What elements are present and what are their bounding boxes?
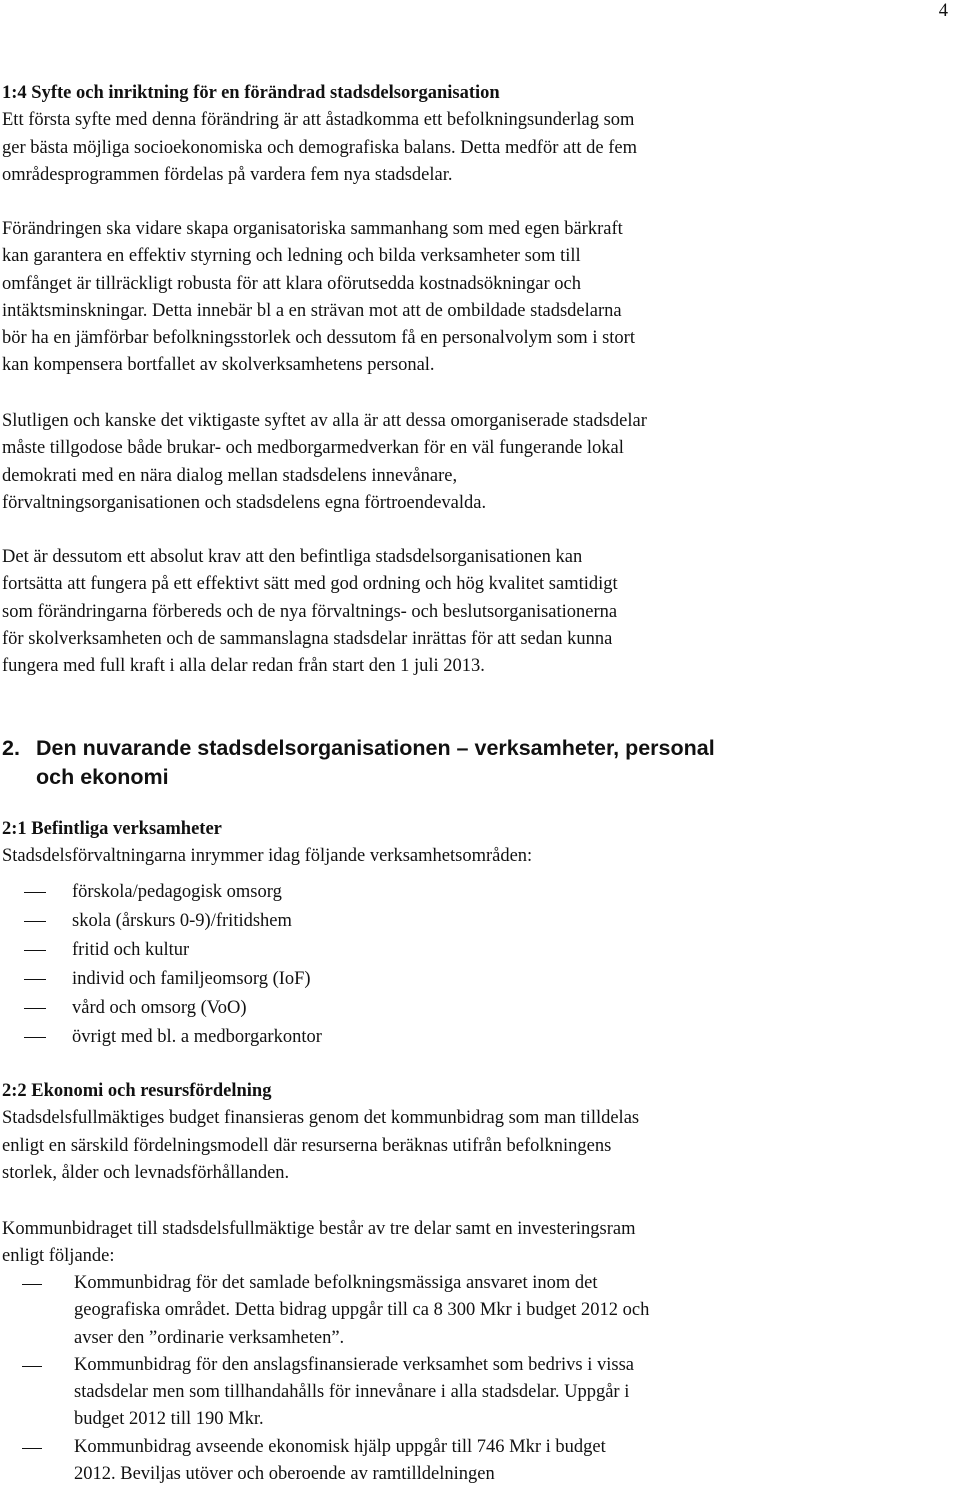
list-item-line: Kommunbidrag för det samlade befolkningsmässiga ansvaret inom det <box>74 1273 598 1293</box>
dash-bullet-icon <box>2 1352 74 1434</box>
chapter-heading <box>2 734 715 792</box>
paragraph-line: Stadsdelsförvaltningarna inrymmer idag följande verksamhetsområden: <box>2 846 533 867</box>
activity-list <box>2 878 942 1052</box>
paragraph-line: som förändringarna förbereds och de nya förvaltnings- och beslutsorganisationerna <box>2 601 618 622</box>
paragraph-line: för skolverksamheten och de sammanslagna stadsdelar inrättas för att sedan kunna <box>2 628 613 649</box>
list-item-text: övrigt med bl. a medborgarkontor <box>72 1027 322 1047</box>
list-item <box>2 1434 942 1489</box>
list-item-text: skola (årskurs 0-9)/fritidshem <box>72 911 292 931</box>
list-item-line: stadsdelar men som tillhandahålls för innevånare i alla stadsdelar. Uppgår i <box>74 1382 630 1403</box>
list-item <box>2 878 942 907</box>
paragraph-line: fortsätta att fungera på ett effektivt sätt med god ordning och hög kvalitet samtidigt <box>2 574 618 595</box>
paragraph <box>2 408 954 517</box>
section-heading: 1:4 Syfte och inriktning för en förändrad stadsdelsorganisation <box>2 83 500 103</box>
list-item-line: Kommunbidrag avseende ekonomisk hjälp uppgår till 746 Mkr i budget <box>74 1436 606 1457</box>
dash-bullet-icon <box>2 936 72 965</box>
list-item <box>2 1023 942 1052</box>
paragraph-line: kan kompensera bortfallet av skolverksamhetens personal. <box>2 355 435 376</box>
page-number: 4 <box>938 1 948 21</box>
list-item <box>2 1270 942 1352</box>
section-heading: 2:1 Befintliga verksamheter <box>2 819 222 839</box>
paragraph-line: Det är dessutom ett absolut krav att den befintliga stadsdelsorganisationen kan <box>2 547 583 567</box>
list-item <box>2 994 942 1023</box>
list-item-text: förskola/pedagogisk omsorg <box>72 882 282 902</box>
list-item <box>2 1352 942 1434</box>
paragraph-line: Förändringen ska vidare skapa organisatoriska sammanhang som med egen bärkraft <box>2 219 623 239</box>
chapter-title-line2: och ekonomi <box>36 765 169 789</box>
list-item-line: 2012. Beviljas utöver och oberoende av ramtilldelningen <box>74 1464 495 1485</box>
paragraph <box>2 1216 954 1271</box>
section-heading: 2:2 Ekonomi och resursfördelning <box>2 1081 272 1101</box>
paragraph-line: Slutligen och kanske det viktigaste syftet av alla är att dessa omorganiserade stadsdelar <box>2 411 647 431</box>
list-item <box>2 936 942 965</box>
paragraph-line: förvaltningsorganisationen och stadsdelens egna förtroendevalda. <box>2 492 487 513</box>
list-item-line: budget 2012 till 190 Mkr. <box>74 1409 264 1430</box>
paragraph-line: storlek, ålder och levnadsförhållanden. <box>2 1162 290 1183</box>
list-item-line: avser den ”ordinarie verksamheten”. <box>74 1327 345 1348</box>
list-item <box>2 907 942 936</box>
paragraph-line: områdesprogrammen fördelas på vardera fem nya stadsdelar. <box>2 164 453 185</box>
paragraph-line: ger bästa möjliga socioekonomiska och demografiska balans. Detta medför att de fem <box>2 137 637 158</box>
chapter-title-line1: Den nuvarande stadsdelsorganisationen – verksamheter, personal <box>36 736 715 760</box>
list-item <box>2 965 942 994</box>
paragraph-line: måste tillgodose både brukar- och medborgarmedverkan för en väl fungerande lokal <box>2 438 624 459</box>
list-item-text: vård och omsorg (VoO) <box>72 998 247 1018</box>
dash-bullet-icon <box>2 1270 74 1352</box>
section-2-1 <box>2 816 954 871</box>
paragraph-line: Ett första syfte med denna förändring är att åstadkomma ett befolkningsunderlag som <box>2 110 635 131</box>
dash-bullet-icon <box>2 878 72 907</box>
paragraph-line: demokrati med en nära dialog mellan stadsdelens innevånare, <box>2 465 458 486</box>
funding-list <box>2 1270 942 1488</box>
dash-bullet-icon <box>2 1023 72 1052</box>
list-item-line: geografiska området. Detta bidrag uppgår till ca 8 300 Mkr i budget 2012 och <box>74 1300 650 1321</box>
section-1-4 <box>2 80 954 189</box>
paragraph-line: enligt följande: <box>2 1246 115 1267</box>
paragraph-line: bör ha en jämförbar befolkningsstorlek och dessutom få en personalvolym som i stort <box>2 328 635 349</box>
list-item-text: individ och familjeomsorg (IoF) <box>72 969 311 989</box>
paragraph-line: fungera med full kraft i alla delar redan från start den 1 juli 2013. <box>2 656 485 677</box>
paragraph-line: Kommunbidraget till stadsdelsfullmäktige består av tre delar samt en investeringsram <box>2 1219 636 1239</box>
dash-bullet-icon <box>2 965 72 994</box>
paragraph-line: kan garantera en effektiv styrning och ledning och bilda verksamheter som till <box>2 246 581 267</box>
chapter-number: 2. <box>2 736 20 760</box>
paragraph-line: enligt en särskild fördelningsmodell där resurserna beräknas utifrån befolkningens <box>2 1135 612 1156</box>
list-item-text: fritid och kultur <box>72 940 190 960</box>
paragraph <box>2 544 954 680</box>
paragraph-line: Stadsdelsfullmäktiges budget finansieras genom det kommunbidrag som man tilldelas <box>2 1108 640 1129</box>
paragraph-line: omfånget är tillräckligt robusta för att klara oförutsedda kostnadsökningar och <box>2 273 581 294</box>
dash-bullet-icon <box>2 907 72 936</box>
list-item-line: Kommunbidrag för den anslagsfinansierade verksamhet som bedrivs i vissa <box>74 1354 635 1375</box>
dash-bullet-icon <box>2 1434 74 1489</box>
section-2-2 <box>2 1078 954 1187</box>
paragraph-line: intäktsminskningar. Detta innebär bl a en strävan mot att de ombildade stadsdelarna <box>2 300 622 321</box>
paragraph <box>2 216 954 380</box>
dash-bullet-icon <box>2 994 72 1023</box>
